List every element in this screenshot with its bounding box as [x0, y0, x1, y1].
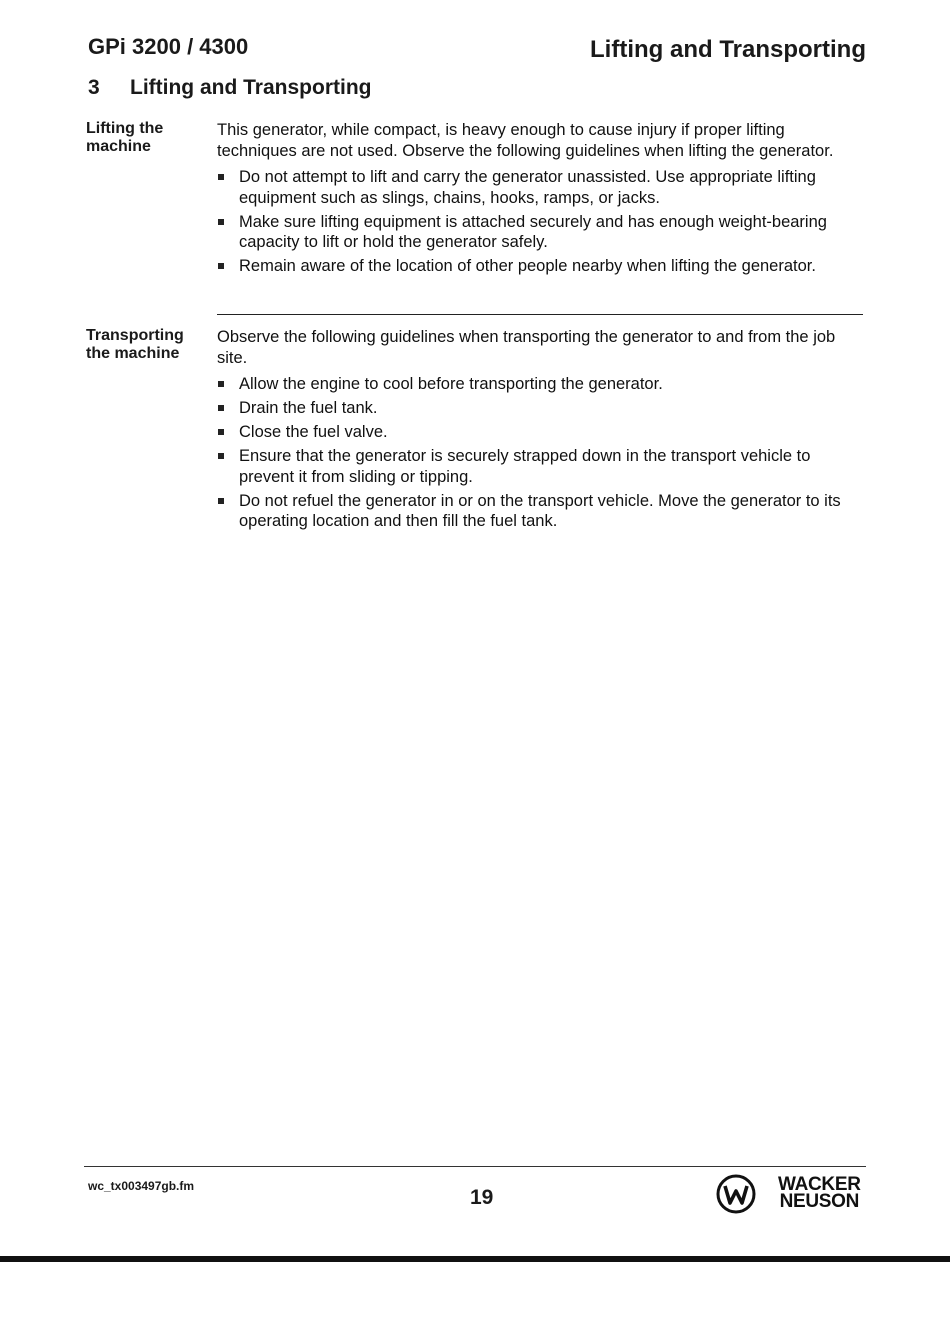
- bullet-square-icon: [218, 498, 224, 504]
- section-body: [217, 120, 862, 280]
- list-item: Do not refuel the generator in or on the transport vehicle. Move the generator to its operating location and then fill the fuel tank.: [217, 491, 862, 532]
- section-label-line1: Lifting the: [86, 120, 164, 137]
- header-model: GPi 3200 / 4300: [88, 34, 249, 59]
- section-intro: Observe the following guidelines when transporting the generator to and from the job site.: [217, 328, 836, 367]
- bullet-square-icon: [218, 453, 224, 459]
- list-item: Remain aware of the location of other people nearby when lifting the generator.: [217, 256, 862, 277]
- section-label-line2: the machine: [86, 345, 180, 362]
- bullet-list: [217, 167, 862, 277]
- chapter-heading: [88, 76, 371, 100]
- section-body: [217, 327, 862, 535]
- section-label-line1: Transporting: [86, 327, 184, 344]
- section-divider: [217, 314, 863, 315]
- section-label: [86, 120, 204, 156]
- brand-logo: [716, 1172, 868, 1220]
- bullet-list: [217, 374, 862, 532]
- page-number: 19: [470, 1186, 494, 1209]
- list-item: Allow the engine to cool before transporting the generator.: [217, 374, 862, 395]
- list-item: Ensure that the generator is securely strapped down in the transport vehicle to prevent it from sliding or tipping.: [217, 446, 862, 487]
- brand-line2: NEUSON: [779, 1191, 860, 1212]
- bullet-square-icon: [218, 405, 224, 411]
- wacker-neuson-w-logo-icon: [716, 1174, 756, 1214]
- bullet-square-icon: [218, 174, 224, 180]
- bullet-square-icon: [218, 429, 224, 435]
- bullet-square-icon: [218, 219, 224, 225]
- section-intro: This generator, while compact, is heavy enough to cause injury if proper lifting techniques are not used. Observe the following guidelines when lifting the generator.: [217, 121, 834, 160]
- list-item: Do not attempt to lift and carry the generator unassisted. Use appropriate lifting equipment such as slings, chains, hooks, ramps, or jacks.: [217, 167, 862, 208]
- footer-file-name: wc_tx003497gb.fm: [88, 1179, 195, 1193]
- page-bottom-bar: [0, 1256, 950, 1262]
- brand-name: [778, 1176, 861, 1210]
- chapter-title: Lifting and Transporting: [130, 76, 372, 99]
- section-label-line2: machine: [86, 138, 151, 155]
- list-item: Make sure lifting equipment is attached securely and has enough weight-bearing capacity to lift or hold the generator safely.: [217, 212, 862, 253]
- bullet-square-icon: [218, 263, 224, 269]
- list-item: Close the fuel valve.: [217, 422, 862, 443]
- header-title: Lifting and Transporting: [590, 36, 866, 63]
- bullet-square-icon: [218, 381, 224, 387]
- footer-divider: [84, 1166, 866, 1167]
- chapter-number: 3: [88, 76, 100, 99]
- section-label: [86, 327, 204, 363]
- brand-line1: WACKER: [778, 1174, 861, 1195]
- list-item: Drain the fuel tank.: [217, 398, 862, 419]
